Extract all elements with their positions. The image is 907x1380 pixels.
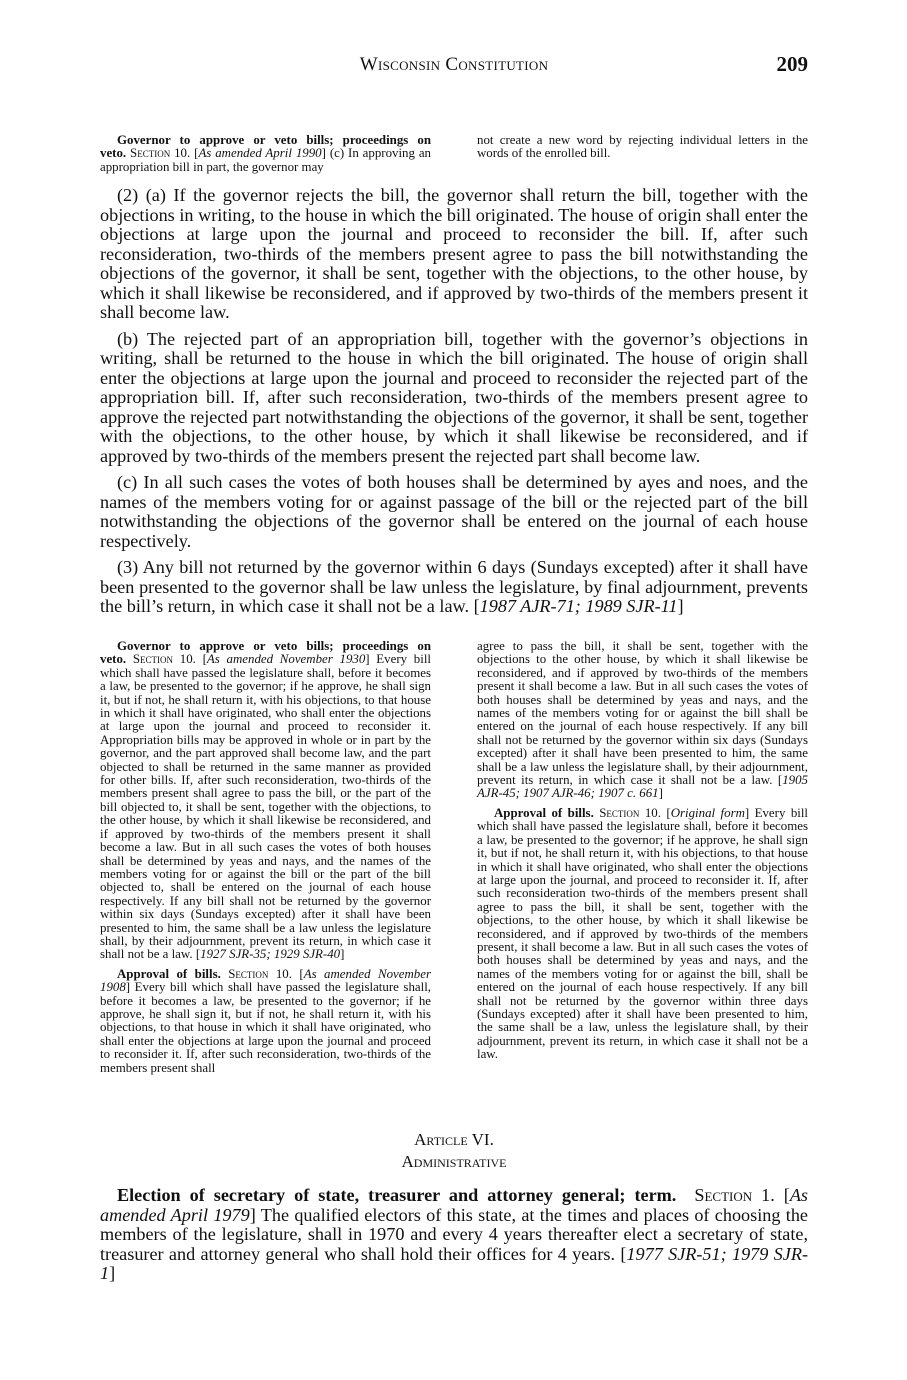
section-label: Section 10. — [130, 146, 191, 161]
paragraph-2b: (b) The rejected part of an appropriation bill, together with the governor’s objections in writing, shall be returned to the house in which the bill originated. The house of origin shall enter the objections at large upon the journal and proceed to reconsider the rejected part of the appropriation bill. If, after such reconsideration, two-thirds of the members present agree to approve the rejected part notwithstanding the objections of the governor, it shall be sent, together with the objections, to the other house, by which it shall likewise be reconsidered, and if approved by two-thirds of the members present the rejected part shall become law. — [100, 328, 808, 466]
citation: 1977 SJR-51; 1979 SJR-1 — [100, 1243, 808, 1283]
amendment-note: As amended April 1990 — [198, 146, 322, 161]
section-label: Section 10. — [228, 966, 292, 981]
page-header — [100, 54, 808, 82]
top-note-column-right — [477, 134, 808, 174]
note-text: not create a new word by rejecting individual letters in the words of the enrolled bill. — [477, 133, 808, 161]
note-heading: Governor to approve or veto bills; proceedings on veto. — [100, 133, 431, 161]
history-note-1908-continued: agree to pass the bill, it shall be sent, together with the objections to the other house, by which it shall likewise be reconsidered, and if approved by two-thirds of the members present it shall become a law. But in all such cases the votes of both houses shall be determined by yeas and nays, and the names of the members voting for or against the bill shall be entered on the journal of each house respectively. If any bill shall not be returned by the governor within six days (Sundays excepted) after it shall have been presented to him, the same shall be a law unless the legislature shall, by their adjournment, prevent its return, in which case it shall not be a law. [1905 AJR-45; 1907 AJR-46; 1907 c. 661] — [477, 639, 808, 801]
history-notes — [100, 640, 808, 1075]
amendment-note: As amended April 1979 — [100, 1185, 808, 1225]
section-10-body — [100, 186, 808, 617]
section-1-paragraph: Election of secretary of state, treasurer and attorney general; term. Section 1. [As amended April 1979] The qualified electors of this state, at the times and places of choosing the members of the legislature, shall in 1970 and every 4 years thereafter elect a secretary of state, treasurer and attorney general who shall hold their offices for 4 years. [1977 SJR-51; 1979 SJR-1] — [100, 1185, 808, 1283]
paragraph-3: (3) Any bill not returned by the governor within 6 days (Sundays excepted) after it shall have been presented to the governor shall be law unless the legislature, by final adjournment, prevents the bill’s return, in which case it shall not be a law. [1987 AJR-71; 1989 SJR-11] — [100, 557, 808, 616]
amendment-note: Original form — [670, 805, 745, 820]
citation: 1905 AJR-45; 1907 AJR-46; 1907 c. 661 — [477, 773, 808, 801]
note-text: (c) In approving an appropriation bill in part, the governor may — [100, 146, 432, 174]
history-note-original: Approval of bills. Section 10. [Original form] Every bill which shall have passed the legislature shall, before it becomes a law, be presented to the governor; if he approve, he shall sign it, but if not, he shall return it, with his objections, to that house in which it shall have originated, who shall enter the objections at large upon the journal, and proceed to reconsider it. If, after such reconsideration two-thirds of the members present shall agree to pass the bill, it shall be sent, together with the objections, to the other house, by which it shall likewise be reconsidered, and if approved by two-thirds of the members present, it shall become a law. But in all such cases the votes of both houses shall be determined by yeas and nays, and the names of the members voting for or against the bill, shall be entered on the journal of each house respectively. If any bill shall not be returned by the governor within three days (Sundays excepted) after it shall have been presented to him, the same shall be a law, unless the legislature shall, by their adjournment, prevent its return, in which case it shall not be a law. — [477, 805, 809, 1062]
note-heading: Governor to approve or veto bills; proceedings on veto. — [100, 639, 431, 667]
top-history-note — [100, 134, 808, 174]
section-heading: Election of secretary of state, treasurer and attorney general; term. — [117, 1185, 677, 1205]
note-paragraph: Governor to approve or veto bills; proceedings on veto. Section 10. [As amended April 1990] (c) In approving an appropriation bill in part, the governor may — [100, 133, 432, 174]
section-label: Section 10. — [132, 652, 196, 667]
section-label: Section 10. — [599, 805, 661, 820]
paragraph-2a: (2) (a) If the governor rejects the bill, the governor shall return the bill, together with the objections in writing, to the house in which the bill originated. The house of origin shall enter the objections at large upon the journal and proceed to reconsider the bill. If, after such reconsideration, two-thirds of the members present agree to pass the bill notwithstanding the objections of the governor, it shall be sent, together with the objections, to the other house, by which it shall likewise be reconsidered, and if approved by two-thirds of the members present it shall become law. — [100, 185, 808, 322]
article-6-section-1 — [100, 1186, 808, 1284]
section-label: Section 1. — [694, 1185, 775, 1205]
history-note-1930: Governor to approve or veto bills; proceedings on veto. Section 10. [As amended November 1930] Every bill which shall have passed the legislature shall, before it becomes a law, be presented to the governor; if he approve, he shall sign it, but if not, he shall return it, with his objections, to that house in which it shall have originated, who shall enter the objections at large upon the journal and proceed to reconsider it. Appropriation bills may be approved in whole or in part by the governor, and the part approved shall become law, and the part objected to shall be returned in the same manner as provided for other bills. If, after such reconsideration, two-thirds of the members present shall agree to pass the bill, or the part of the bill objected to, it shall be sent, together with the objections, to the other house, by which it shall likewise be reconsidered, and if approved by two-thirds of the members present it shall become a law. But in all such cases the votes of both houses shall be determined by yeas and nays, and the names of the members voting for or against the bill or the part of the bill objected to, shall be entered on the journal of each house respectively. If any bill shall not be returned by the governor within six days (Sundays excepted) after it shall have been presented to him, the same shall be a law unless the legislature shall, by their adjournment, prevent its return, in which case it shall not be a law. [1927 SJR-35; 1929 SJR-40] — [100, 639, 431, 962]
note-heading: Approval of bills. — [494, 805, 594, 820]
running-title: Wisconsin Constitution — [359, 54, 549, 75]
history-note-1908: Approval of bills. Section 10. [As amended November 1908] Every bill which shall have passed the legislature shall, before it becomes a law, be presented to the governor; if he approve, he shall sign it, but if not, he shall return it, with his objections, to that house in which it shall have originated, who shall enter the objections at large upon the journal and proceed to reconsider it. If, after such reconsideration, two-thirds of the members present shall — [100, 966, 431, 1075]
citation: 1927 SJR-35; 1929 SJR-40 — [200, 947, 341, 962]
amendment-note: As amended November 1930 — [206, 652, 366, 667]
history-column-right — [477, 640, 808, 1075]
citation: 1987 AJR-71; 1989 SJR-11 — [479, 596, 678, 616]
amendment-note: As amended November 1908 — [100, 966, 431, 995]
article-heading — [100, 1129, 808, 1173]
history-column-left — [100, 640, 431, 1075]
paragraph-2c: (c) In all such cases the votes of both houses shall be determined by ayes and noes, and the names of the members voting for or against passage of the bill or the rejected part of the bill notwithstanding the objections of the governor shall be entered on the journal of each house respectively. — [100, 472, 808, 551]
page-number: 209 — [776, 52, 808, 76]
note-heading: Approval of bills. — [117, 966, 221, 981]
top-note-column-left — [100, 134, 431, 174]
article-number: Article VI. — [414, 1130, 494, 1149]
article-title: Administrative — [401, 1152, 507, 1171]
